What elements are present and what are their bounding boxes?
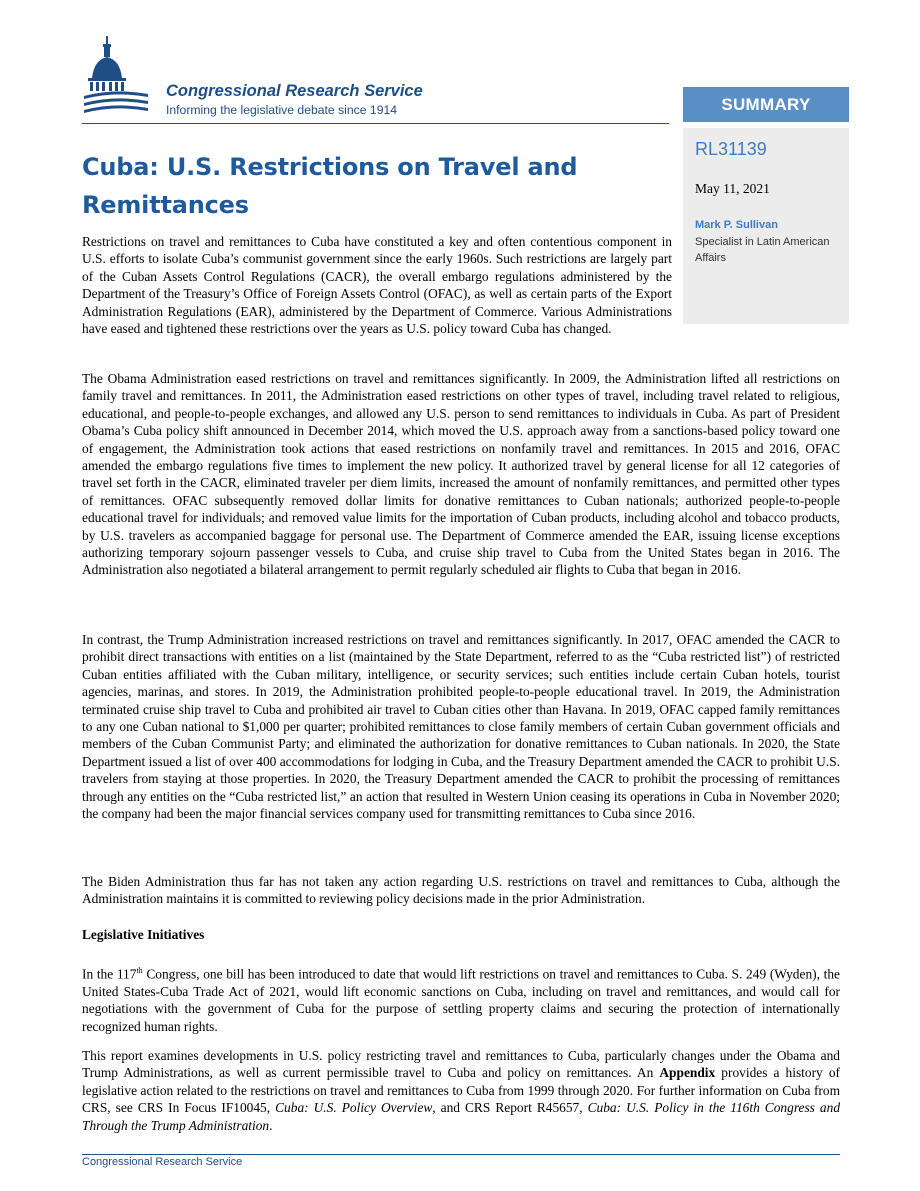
author-title: Specialist in Latin American Affairs [695,236,830,264]
report-number: RL31139 [695,139,767,159]
author-name: Mark P. Sullivan [695,219,778,231]
capitol-dome-icon [84,34,148,118]
p6-text-b: provides a history of legislative action related to the restrictions on travel and remittances to Cuba from 1999 through 2020. For further information on Cuba from CRS, see CRS In Focus IF10045, [82,1065,840,1116]
p5-text-a: In the 117 [82,966,137,982]
page-title: Cuba: U.S. Restrictions on Travel and Remittances [82,153,578,219]
summary-paragraph-1: Restrictions on travel and remittances to Cuba have constituted a key and often contentious component in U.S. efforts to isolate Cuba’s communist government since the early 1960s. Such restrictions are largely part of the Cuban Assets Control Regulations (CACR), the overall embargo regulations administered by the Department of the Treasury’s Office of Foreign Assets Control (OFAC), as well as certain parts of the Export Administration Regulations (EAR), administered by the Department of Commerce. Various Administrations have eased and tightened these restrictions over the years as U.S. policy toward Cuba has changed. [82,234,672,337]
summary-paragraph-5 [82,962,840,1035]
p5-text-b: Congress, one bill has been introduced to date that would lift restrictions on travel and remittances to Cuba. S. 249 (Wyden), the United States-Cuba Trade Act of 2021, would lift economic sanctions on Cuba, including on travel and remittances, and would call for negotiations with the government of Cuba for the purpose of settling property claims and securing the protection of internationally recognized human rights. [82,966,840,1034]
summary-label: SUMMARY [683,87,849,122]
summary-paragraph-3: In contrast, the Trump Administration increased restrictions on travel and remittances significantly. In 2017, OFAC amended the CACR to prohibit direct transactions with entities on a list (maintained by the State Department, referred to as the “Cuba restricted list”) of restricted Cuban entities affiliated with the Cuban military, intelligence, or security services; such entities include certain Cuban hotels, tourist agencies, marinas, and stores. In 2019, the Administration prohibited people-to-people educational travel. In 2019, the Administration terminated cruise ship travel to Cuba and prohibited air travel to Cuban cities other than Havana. In 2019, OFAC capped family remittances to any one Cuban national to $1,000 per quarter; prohibited remittances to close family members of certain Cuban government officials and members of the Cuban Communist Party; and eliminated the authorization for donative remittances to Cuban nationals. In 2020, the State Department issued a list of over 400 accommodations for lodging in Cuba, and the Treasury Department amended the CACR to prohibit U.S. travelers from staying at those properties. In 2020, the Treasury Department amended the CACR to prohibit the processing of remittances through any entities on the “Cuba restricted list,” an action that resulted in Western Union ceasing its operations in Cuba in November 2020; the company had been the major financial services company used for transmitting remittances to Cuba since 2016. [82,632,840,822]
summary-paragraph-6 [82,1047,840,1134]
p6-text-c: , and CRS Report R45657, [432,1100,588,1116]
report-title-1: Cuba: U.S. Policy Overview [275,1100,433,1116]
section-heading: Legislative Initiatives [82,927,205,942]
org-name: Congressional Research Service [166,82,423,100]
p6-text-a: This report examines developments in U.S. policy restricting travel and remittances to Cuba, particularly changes under the Obama and Trump Administrations, as well as current permissible travel to Cuba and policy on remittances. An [82,1048,840,1081]
report-date: May 11, 2021 [695,181,770,196]
appendix-link: Appendix [659,1065,716,1081]
p5-superscript: th [136,966,143,975]
summary-paragraph-4: The Biden Administration thus far has not taken any action regarding U.S. restrictions on travel and remittances to Cuba, although the Administration maintains it is committed to reviewing policy decisions made in the prior Administration. [82,874,840,907]
footer-text: Congressional Research Service [82,1156,243,1168]
report-title-2: Cuba: U.S. Policy in the 116th Congress and Through the Trump Administration [82,1100,841,1133]
org-tagline: Informing the legislative debate since 1914 [166,103,398,117]
p6-text-d: . [269,1117,273,1133]
header-divider [82,123,669,124]
footer-divider [82,1154,840,1155]
summary-paragraph-2: The Obama Administration eased restrictions on travel and remittances significantly. In 2009, the Administration lifted all restrictions on family travel and remittances. In 2011, the Administration eased restrictions on other types of travel, including travel related to religious, educational, and people-to-people exchanges, and allowed any U.S. person to send remittances to individuals in Cuba. As part of President Obama’s Cuba policy shift announced in December 2014, which moved the U.S. approach away from a sanctions-based policy toward one of engagement, the Administration took actions that eased restrictions on nonfamily travel and remittances. In 2015 and 2016, OFAC amended the embargo regulations five times to implement the new policy. It authorized travel by general license for all 12 categories of travel set forth in the CACR, eliminated traveler per diem limits, increased the amount of nonfamily remittances, and permitted other types of remittances. OFAC subsequently removed dollar limits for donative remittances to Cuban nationals; authorized people-to-people educational travel for individuals; and removed value limits for the importation of Cuban products, including alcohol and tobacco products, by U.S. travelers as accompanied baggage for personal use. The Department of Commerce amended the EAR, issuing license exceptions authorizing temporary sojourn passenger vessels to Cuba, and cruise ship travel to Cuba from the United States began in 2016. The Administration also negotiated a bilateral arrangement to permit regularly scheduled air flights to Cuba that began in 2016. [82,371,840,578]
